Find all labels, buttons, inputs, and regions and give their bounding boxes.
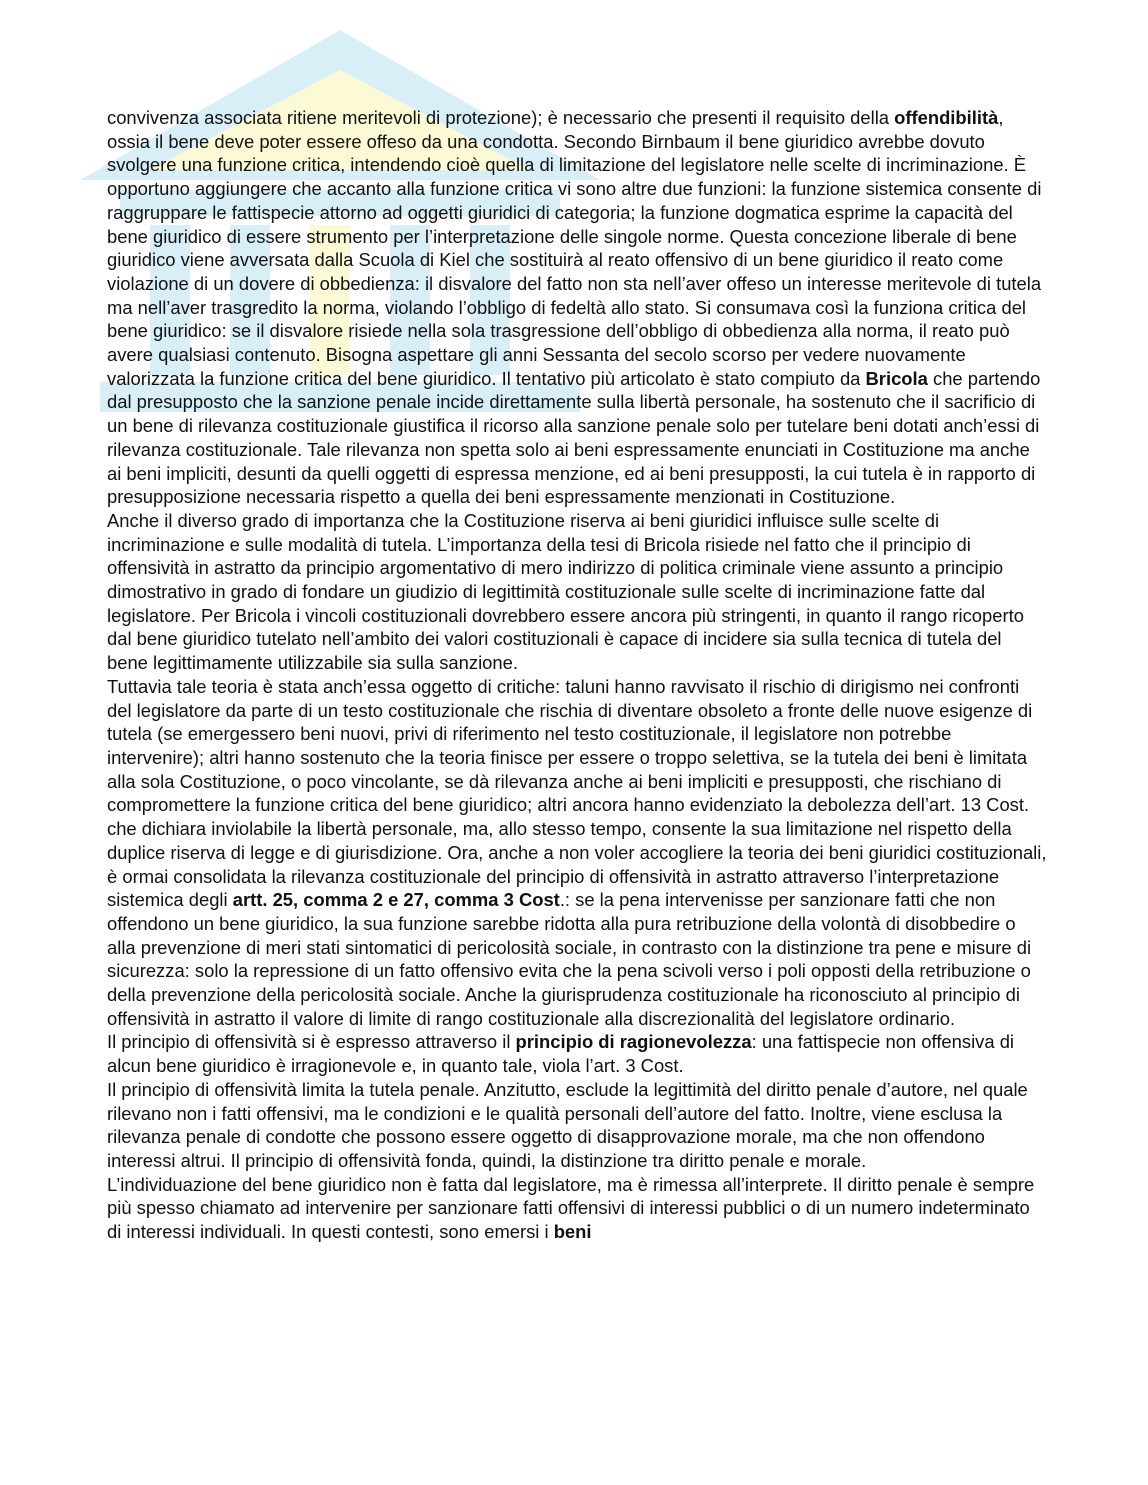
text-segment: Il principio di offensività si è espresso attraverso il — [107, 1031, 516, 1053]
paragraph — [107, 1173, 1047, 1244]
paragraph — [107, 675, 1047, 1031]
text-segment: L’individuazione del bene giuridico non è fatta dal legislatore, ma è rimessa all’interprete. Il diritto penale è sempre più spesso chiamato ad intervenire per sanzionare fatti offensivi di interessi pubblici o di un numero indeterminato di interessi individuali. In questi contesti, sono emersi i — [107, 1173, 1035, 1243]
text-segment: .: se la pena intervenisse per sanzionare fatti che non offendono un bene giuridico, la sua funzione sarebbe ridotta alla pura retribuzione della volontà di disobbedire o alla prevenzione di meri stati sintomatici di pericolosità sociale, in contrasto con la distinzione tra pene e misure di sicurezza: solo la repressione di un fatto offensivo evita che la pena scivoli verso i poli opposti della retribuzione o della prevenzione della pericolosità sociale. Anche la giurisprudenza costituzionale ha riconosciuto al principio di offensività in astratto il valore di limite di rango costituzionale alla discrezionalità del legislatore ordinario. — [107, 889, 1032, 1029]
bold-text-segment: offendibilità — [894, 107, 999, 128]
paragraph — [107, 509, 1047, 675]
paragraph — [107, 1078, 1047, 1173]
text-segment: Il principio di offensività limita la tutela penale. Anzitutto, esclude la legittimità del diritto penale d’autore, nel quale rilevano non i fatti offensivi, ma le condizioni e le qualità personali dell’autore del fatto. Inoltre, viene esclusa la rilevanza penale di condotte che possono essere oggetto di disapprovazione morale, ma che non offendono interessi altrui. Il principio di offensività fonda, quindi, la distinzione tra diritto penale e morale. — [107, 1078, 1028, 1171]
bold-text-segment: beni — [553, 1221, 592, 1243]
text-segment: , ossia il bene deve poter essere offeso da una condotta. Secondo Birnbaum il bene giuridico avrebbe dovuto svolgere una funzione critica, intendendo cioè quella di limitazione del legislatore nelle scelte di incriminazione. È opportuno aggiungere che accanto alla funzione critica vi sono altre due funzioni: la funzione sistemica consente di raggruppare le fattispecie attorno ad oggetti giuridici di categoria; la funzione dogmatica esprime la capacità del bene giuridico di essere strumento per l’interpretazione delle singole norme. Questa concezione liberale di bene giuridico viene avversata dalla Scuola di Kiel che sostituirà al reato offensivo di un bene giuridico il reato come violazione di un dovere di obbedienza: il disvalore del fatto non sta nell’aver offeso un interesse meritevole di tutela ma nell’aver trasgredito la norma, violando l’obbligo di fedeltà allo stato. Si consumava così la funziona critica del bene giuridico: se il disvalore risiede nella sola trasgressione dell’obbligo di obbedienza alla norma, il reato può avere qualsiasi contenuto. Bisogna aspettare gli anni Sessanta del secolo scorso per vedere nuovamente valorizzata la funzione critica del bene giuridico. Il tentativo più articolato è stato compiuto da — [107, 107, 1042, 389]
paragraph — [107, 106, 1047, 509]
text-segment: convivenza associata ritiene meritevoli di protezione); è necessario che presenti il requisito della — [107, 107, 895, 128]
bold-text-segment: artt. 25, comma 2 e 27, comma 3 Cost — [232, 889, 560, 911]
text-segment: Tuttavia tale teoria è stata anch’essa oggetto di critiche: taluni hanno ravvisato il rischio di dirigismo nei confronti del legislatore da parte di un testo costituzionale che rischia di diventare obsoleto a fronte delle nuove esigenze di tutela (se emergessero beni nuovi, privi di riferimento nel testo costituzionale, il legislatore non potrebbe intervenire); altri hanno sostenuto che la teoria finisce per essere o troppo selettiva, se la tutela dei beni è limitata alla sola Costituzione, o poco vincolante, se dà rilevanza anche ai beni impliciti e presupposti, che rischiano di compromettere la funzione critica del bene giuridico; altri ancora hanno evidenziato la debolezza dell’art. 13 Cost. che dichiara inviolabile la libertà personale, ma, allo stesso tempo, consente la sua limitazione nel rispetto della duplice riserva di legge e di giurisdizione. Ora, anche a non voler accogliere la teoria dei beni giuridici costituzionali, è ormai consolidata la rilevanza costituzionale del principio di offensività in astratto attraverso l’interpretazione sistemica degli — [107, 675, 1047, 911]
bold-text-segment: principio di ragionevolezza — [515, 1031, 752, 1053]
text-segment: Anche il diverso grado di importanza che la Costituzione riserva ai beni giuridici influisce sulle scelte di incriminazione e sulle modalità di tutela. L’importanza della tesi di Bricola risiede nel fatto che il principio di offensività in astratto da principio argomentativo di mero indirizzo di politica criminale viene assunto a principio dimostrativo in grado di fondare un giudizio di legittimità costituzionale sulle scelte di incriminazione fatte dal legislatore. Per Bricola i vincoli costituzionali dovrebbero essere ancora più stringenti, in quanto il rango ricoperto dal bene giuridico tutelato nell’ambito dei valori costituzionali è capace di incidere sia sulla tecnica di tutela del bene legittimamente utilizzabile sia sulla sanzione. — [107, 509, 1024, 674]
text-segment: che partendo dal presupposto che la sanzione penale incide direttamente sulla libertà personale, ha sostenuto che il sacrificio di un bene di rilevanza costituzionale giustifica il ricorso alla sanzione penale solo per tutelare beni dotati anch’essi di rilevanza costituzionale. Tale rilevanza non spetta solo ai beni espressamente enunciati in Costituzione ma anche ai beni impliciti, desunti da quelli oggetti di espressa menzione, ed ai beni presupposti, la cui tutela è in rapporto di presupposizione necessaria rispetto a quella dei beni espressamente menzionati in Costituzione. — [107, 367, 1041, 508]
bold-text-segment: Bricola — [865, 367, 928, 389]
document-body — [107, 106, 1047, 1244]
text-segment: : una fattispecie non offensiva di alcun bene giuridico è irragionevole e, in quanto tale, viola l’art. 3 Cost. — [107, 1031, 1015, 1077]
paragraph — [107, 1030, 1047, 1077]
